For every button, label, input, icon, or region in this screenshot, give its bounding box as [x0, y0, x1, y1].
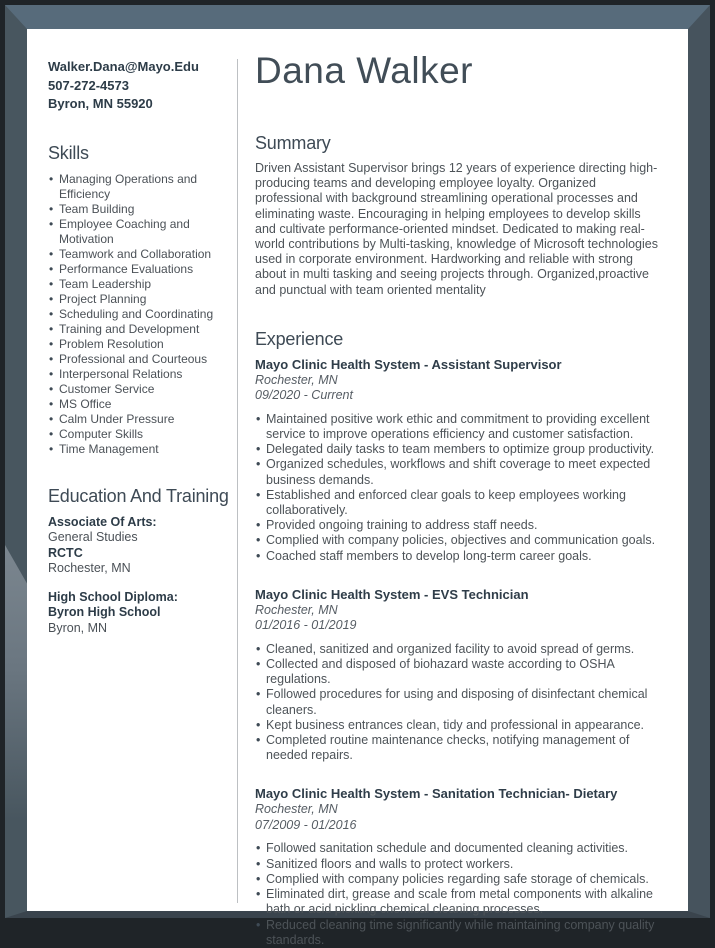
skill-item: • Interpersonal Relations	[48, 367, 223, 382]
skill-item: • Project Planning	[48, 292, 223, 307]
summary-text: Driven Assistant Supervisor brings 12 years of experience directing high-producing teams and developing employee loyalty. Organized professional with background streamlining operational processes and eliminating waste. Encouraging in helping employees to develop skills and cultivate performance-oriented mindset. Dedicated to making real-world contributions by Multi-tasking, knowledge of Microsoft technologies used in corporate environment. Hardworking and reliable with strong about in multi tasking and seeing projects through. Organized,proactive and punctual with team oriented mentality	[255, 161, 658, 297]
experience-section	[255, 329, 664, 948]
education-degree: High School Diploma:	[48, 589, 178, 604]
job-title: Mayo Clinic Health System - EVS Technician	[255, 586, 529, 602]
education-line: Byron, MN	[48, 620, 108, 635]
skill-item: • Scheduling and Coordinating	[48, 307, 223, 322]
job-dates: 07/2009 - 01/2016	[255, 817, 357, 832]
job-location: Rochester, MN	[255, 372, 338, 387]
summary-section	[255, 133, 664, 298]
job-bullet: • Eliminated dirt, grease and scale from metal components with alkaline bath or acid pickling chemical cleaning processes.	[255, 887, 664, 917]
job-bullet: • Complied with company policies, objectives and communication goals.	[255, 533, 664, 548]
summary-heading: Summary	[255, 133, 331, 153]
education-heading: Education And Training	[48, 485, 229, 506]
job-bullet: • Provided ongoing training to address staff needs.	[255, 518, 664, 533]
document-frame	[5, 5, 710, 947]
skill-item: • Managing Operations and Efficiency	[48, 172, 223, 202]
job-bullet: • Established and enforced clear goals to keep employees working collaboratively.	[255, 488, 664, 518]
job-bullet-list	[255, 642, 664, 764]
job-bullet: • Organized schedules, workflows and shift coverage to meet expected business demands.	[255, 457, 664, 487]
resume-page	[27, 29, 688, 947]
education-degree: Associate Of Arts:	[48, 514, 157, 529]
skill-item: • Team Leadership	[48, 277, 223, 292]
job-title: Mayo Clinic Health System - Sanitation Technician- Dietary	[255, 786, 618, 802]
column-divider	[237, 59, 238, 903]
skill-item: • Team Building	[48, 202, 223, 217]
job-entry	[255, 786, 664, 947]
job-entry	[255, 587, 664, 764]
skill-item: • Professional and Courteous	[48, 352, 223, 367]
job-bullet: • Kept business entrances clean, tidy and professional in appearance.	[255, 718, 664, 733]
frame-fold-decoration	[5, 545, 27, 820]
candidate-name: Dana Walker	[255, 50, 473, 91]
job-bullet: • Followed procedures for using and disposing of disinfectant chemical cleaners.	[255, 687, 664, 717]
skill-item: • Time Management	[48, 442, 223, 457]
skill-item: • Computer Skills	[48, 427, 223, 442]
job-bullet: • Completed routine maintenance checks, notifying management of needed repairs.	[255, 733, 664, 763]
contact-address: Byron, MN 55920	[48, 96, 153, 111]
job-bullet: • Maintained positive work ethic and commitment to providing excellent service to improve operations efficiency and customer satisfaction.	[255, 412, 664, 442]
skill-item: • Calm Under Pressure	[48, 412, 223, 427]
contact-block	[48, 58, 223, 114]
skill-item: • Performance Evaluations	[48, 262, 223, 277]
job-bullet: • Followed sanitation schedule and documented cleaning activities.	[255, 841, 664, 856]
job-bullet: • Coached staff members to develop long-term career goals.	[255, 549, 664, 564]
job-dates: 09/2020 - Current	[255, 388, 353, 403]
education-line: General Studies	[48, 530, 138, 544]
main-column	[237, 29, 688, 947]
job-entry	[255, 357, 664, 564]
job-bullet-list	[255, 841, 664, 947]
job-bullet: • Reduced cleaning time significantly while maintaining company quality standards.	[255, 918, 664, 948]
job-location: Rochester, MN	[255, 602, 338, 617]
experience-heading: Experience	[255, 328, 344, 349]
skill-item: • Employee Coaching and Motivation	[48, 217, 223, 247]
education-line: Byron High School	[48, 605, 161, 619]
job-bullet: • Complied with company policies regarding safe storage of chemicals.	[255, 872, 664, 887]
skills-list	[48, 172, 223, 457]
skill-item: • Training and Development	[48, 322, 223, 337]
skill-item: • Customer Service	[48, 382, 223, 397]
job-title: Mayo Clinic Health System - Assistant Supervisor	[255, 356, 562, 372]
education-entry	[48, 590, 223, 637]
education-entry	[48, 515, 223, 577]
education-line: RCTC	[48, 545, 83, 560]
jobs-list	[255, 357, 664, 948]
job-location: Rochester, MN	[255, 802, 338, 817]
education-list	[48, 515, 223, 637]
skill-item: • Teamwork and Collaboration	[48, 247, 223, 262]
job-bullet: • Cleaned, sanitized and organized facility to avoid spread of germs.	[255, 642, 664, 657]
job-bullet-list	[255, 412, 664, 564]
contact-phone: 507-272-4573	[48, 77, 129, 93]
skill-item: • MS Office	[48, 397, 223, 412]
job-dates: 01/2016 - 01/2019	[255, 618, 357, 633]
job-bullet: • Collected and disposed of biohazard waste according to OSHA regulations.	[255, 657, 664, 687]
education-line: Rochester, MN	[48, 561, 131, 575]
skill-item: • Problem Resolution	[48, 337, 223, 352]
job-bullet: • Sanitized floors and walls to protect workers.	[255, 857, 664, 872]
sidebar	[27, 29, 237, 911]
job-bullet: • Delegated daily tasks to team members to optimize group productivity.	[255, 442, 664, 457]
contact-email: Walker.Dana@Mayo.Edu	[48, 59, 199, 74]
skills-heading: Skills	[48, 142, 89, 163]
